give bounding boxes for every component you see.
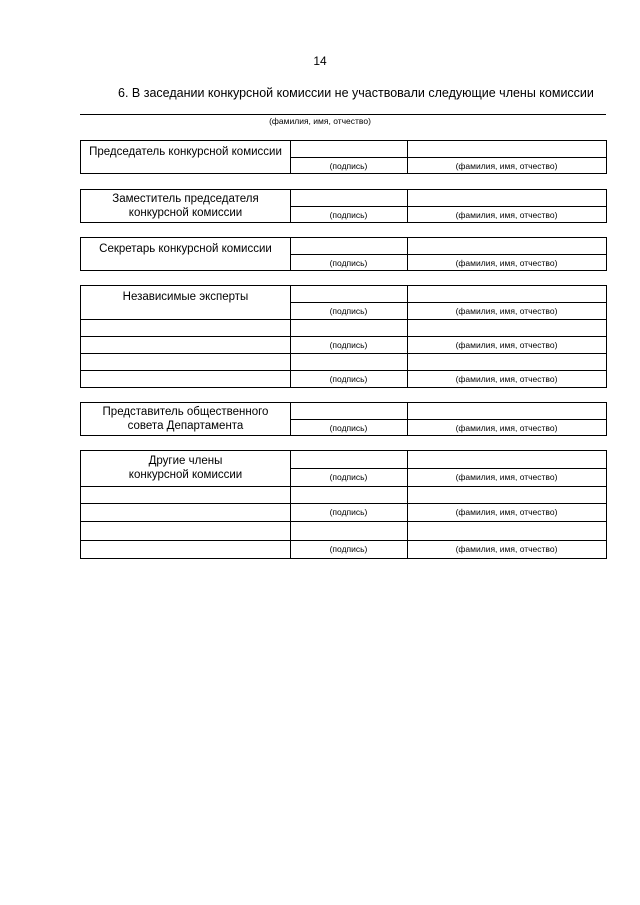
signature-caption: (подпись) xyxy=(329,374,368,384)
other-members-block xyxy=(80,450,607,559)
secretary-block xyxy=(80,237,607,271)
fullname-caption: (фамилия, имя, отчество) xyxy=(455,544,558,554)
experts-title: Независимые эксперты xyxy=(122,291,249,303)
representative-title: Представитель общественного совета Департамента xyxy=(102,406,269,432)
signature-caption: (подпись) xyxy=(329,161,368,171)
signature-caption: (подпись) xyxy=(329,507,368,517)
signature-caption: (подпись) xyxy=(329,340,368,350)
representative-block xyxy=(80,402,607,436)
signature-caption: (подпись) xyxy=(329,472,368,482)
section-heading: 6. В заседании конкурсной комиссии не участвовали следующие члены комиссии xyxy=(118,86,594,100)
experts-block xyxy=(80,285,607,388)
signature-caption: (подпись) xyxy=(329,258,368,268)
deputy-block xyxy=(80,189,607,223)
heading-caption: (фамилия, имя, отчество) xyxy=(269,116,371,126)
deputy-title: Заместитель председателя конкурсной комиссии xyxy=(112,193,259,219)
fullname-caption: (фамилия, имя, отчество) xyxy=(455,423,558,433)
chairman-block xyxy=(80,140,607,174)
fullname-caption: (фамилия, имя, отчество) xyxy=(455,258,558,268)
fullname-caption: (фамилия, имя, отчество) xyxy=(455,306,558,316)
signature-caption: (подпись) xyxy=(329,306,368,316)
signature-caption: (подпись) xyxy=(329,423,368,433)
fullname-caption: (фамилия, имя, отчество) xyxy=(455,374,558,384)
fullname-caption: (фамилия, имя, отчество) xyxy=(455,210,558,220)
chairman-title: Председатель конкурсной комиссии xyxy=(89,146,282,158)
signature-caption: (подпись) xyxy=(329,210,368,220)
secretary-title: Секретарь конкурсной комиссии xyxy=(99,243,272,255)
fullname-caption: (фамилия, имя, отчество) xyxy=(455,507,558,517)
fullname-caption: (фамилия, имя, отчество) xyxy=(455,340,558,350)
heading-underline xyxy=(80,114,606,115)
signature-caption: (подпись) xyxy=(329,544,368,554)
page-number: 14 xyxy=(313,54,327,68)
other-members-title: Другие члены конкурсной комиссии xyxy=(128,455,243,481)
fullname-caption: (фамилия, имя, отчество) xyxy=(455,472,558,482)
fullname-caption: (фамилия, имя, отчество) xyxy=(455,161,558,171)
